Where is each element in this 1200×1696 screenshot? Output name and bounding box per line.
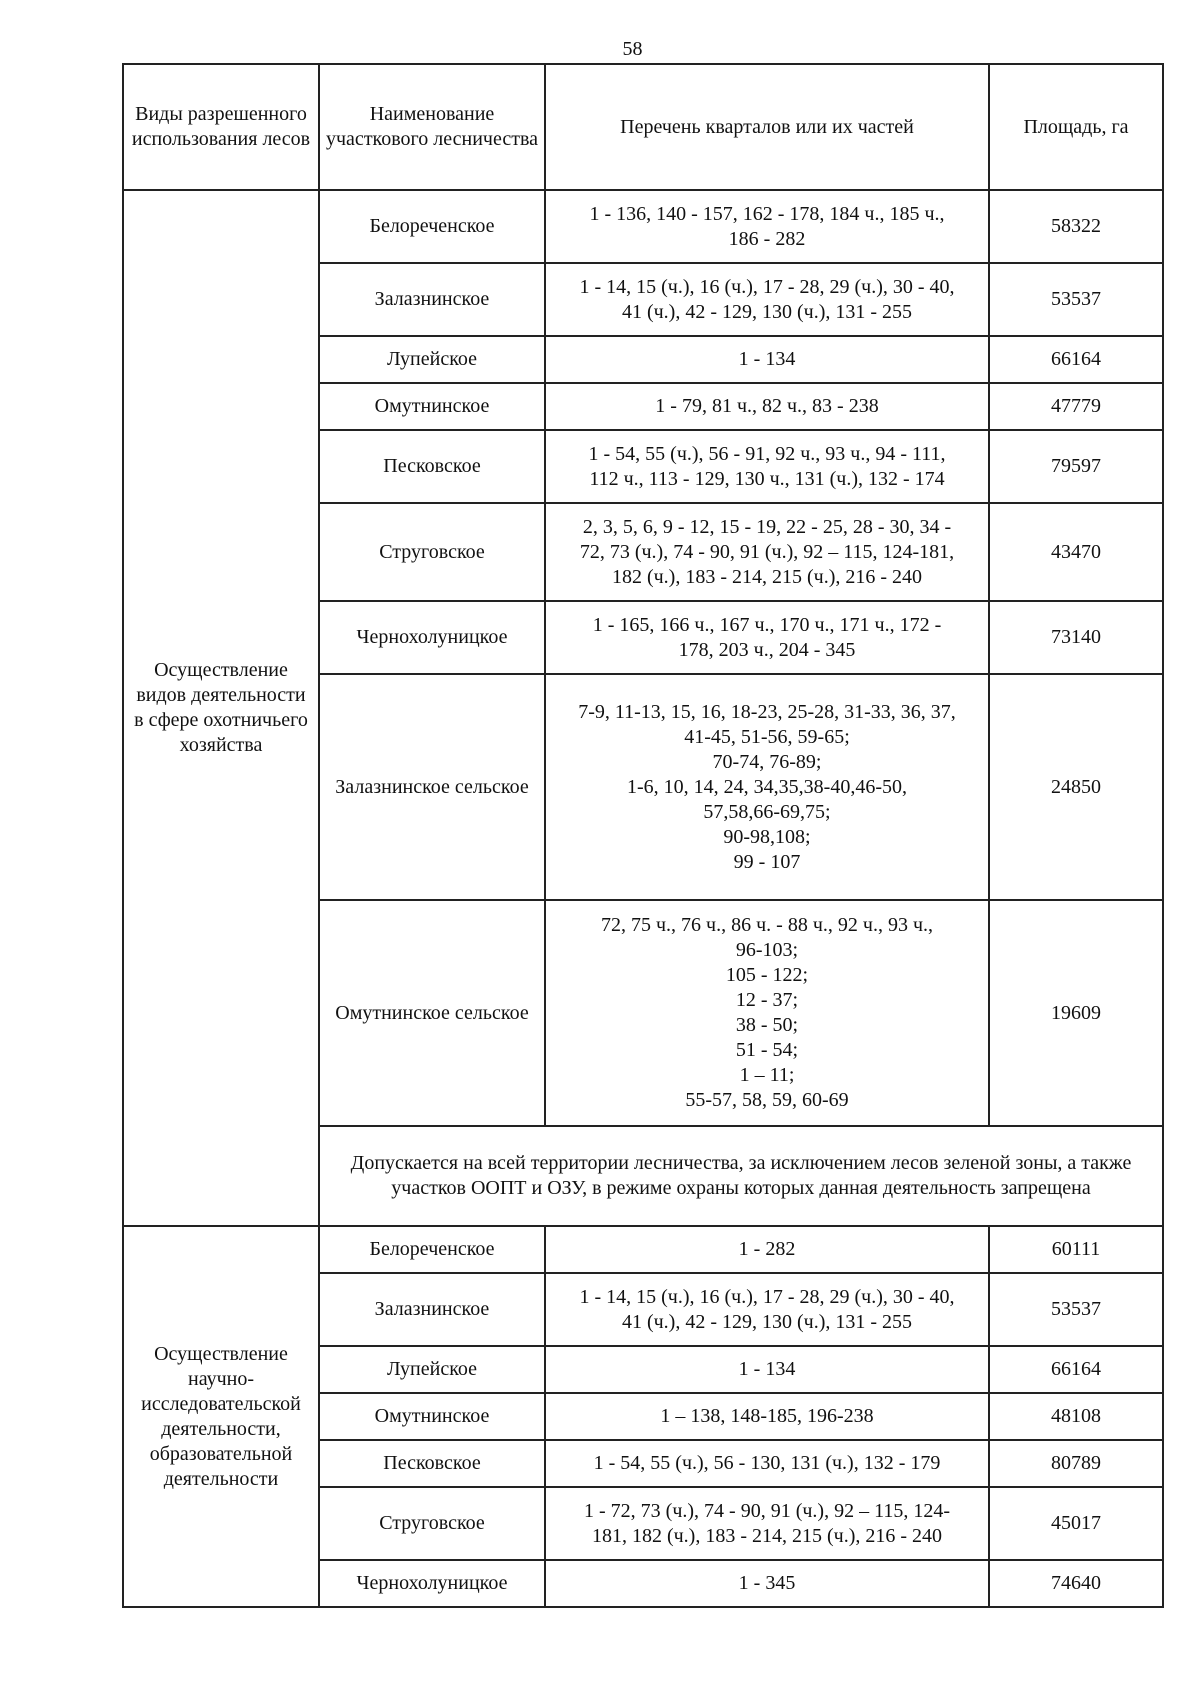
area-cell: 43470 [989,503,1163,601]
quarters-line: 1 - 165, 166 ч., 167 ч., 170 ч., 171 ч., 172 - [592,613,942,636]
area-cell: 60111 [989,1226,1163,1273]
quarters-line: 72, 75 ч., 76 ч., 86 ч. - 88 ч., 92 ч., 93 ч., [600,914,933,936]
forestry-cell: Залазнинское сельское [319,674,545,900]
quarters-line: 99 - 107 [733,850,801,873]
quarters-line: 38 - 50; [735,1014,799,1036]
forestry-cell: Лупейское [319,1346,545,1393]
quarters-line: 51 - 54; [735,1039,799,1061]
forestry-cell: Залазнинское [319,263,545,336]
quarters-line: 1 - 54, 55 (ч.), 56 - 91, 92 ч., 93 ч., 94 - 111, [588,442,946,465]
quarters-line: 41-45, 51-56, 59-65; [684,725,850,748]
area-cell: 66164 [989,336,1163,383]
quarters-line: 1 – 138, 148-185, 196-238 [660,1405,874,1427]
area-cell: 45017 [989,1487,1163,1560]
quarters-cell [545,430,989,503]
forestry-cell: Струговское [319,1487,545,1560]
forest-use-table [122,63,1164,1608]
quarters-cell [545,1560,989,1607]
forestry-cell: Чернохолуницкое [319,1560,545,1607]
quarters-line: 72, 73 (ч.), 74 - 90, 91 (ч.), 92 – 115, 124-181, [579,540,955,563]
quarters-line: 57,58,66-69,75; [703,800,831,823]
quarters-cell [545,263,989,336]
quarters-line: 1 - 134 [738,348,796,370]
forestry-cell: Песковское [319,430,545,503]
quarters-cell [545,336,989,383]
quarters-line: 1 – 11; [739,1064,795,1086]
quarters-line: 1-6, 10, 14, 24, 34,35,38-40,46-50, [627,775,907,798]
forestry-cell: Белореченское [319,190,545,263]
area-cell: 79597 [989,430,1163,503]
quarters-line: 41 (ч.), 42 - 129, 130 (ч.), 131 - 255 [621,300,913,323]
quarters-line: 55-57, 58, 59, 60-69 [685,1089,849,1111]
quarters-line: 41 (ч.), 42 - 129, 130 (ч.), 131 - 255 [621,1310,913,1333]
quarters-line: 1 - 136, 140 - 157, 162 - 178, 184 ч., 185 ч., [589,202,945,225]
forestry-cell: Чернохолуницкое [319,601,545,674]
header-area: Площадь, га [989,64,1163,190]
use-kind-cell: Осуществление научно-исследовательской деятельности, образовательной деятельности [123,1226,319,1607]
quarters-line: 7-9, 11-13, 15, 16, 18-23, 25-28, 31-33, 36, 37, [578,700,956,723]
forestry-cell: Залазнинское [319,1273,545,1346]
table-body [123,190,1163,1607]
area-cell: 53537 [989,1273,1163,1346]
quarters-cell [545,1273,989,1346]
quarters-line: 1 - 14, 15 (ч.), 16 (ч.), 17 - 28, 29 (ч.), 30 - 40, [579,275,955,298]
forestry-cell: Лупейское [319,336,545,383]
area-cell: 53537 [989,263,1163,336]
quarters-line: 70-74, 76-89; [712,750,822,773]
area-cell: 66164 [989,1346,1163,1393]
quarters-cell [545,1393,989,1440]
quarters-line: 1 - 345 [738,1572,796,1594]
quarters-line: 96-103; [735,939,799,961]
quarters-line: 1 - 72, 73 (ч.), 74 - 90, 91 (ч.), 92 – 115, 124- [584,1499,950,1522]
area-cell: 80789 [989,1440,1163,1487]
quarters-cell [545,674,989,900]
quarters-cell [545,900,989,1126]
note-cell: Допускается на всей территории лесничества, за исключением лесов зеленой зоны, а также участков ООПТ и ОЗУ, в режиме охраны которых данная деятельность запрещена [319,1126,1163,1226]
quarters-line: 181, 182 (ч.), 183 - 214, 215 (ч.), 216 - 240 [591,1524,943,1547]
quarters-cell [545,190,989,263]
area-cell: 48108 [989,1393,1163,1440]
quarters-cell [545,383,989,430]
area-cell: 47779 [989,383,1163,430]
page-number: 58 [622,38,643,60]
header-kind: Виды разрешенного использования лесов [123,64,319,190]
area-cell: 74640 [989,1560,1163,1607]
quarters-cell [545,1226,989,1273]
quarters-cell [545,1487,989,1560]
quarters-line: 105 - 122; [725,964,809,986]
area-cell: 58322 [989,190,1163,263]
area-cell: 19609 [989,900,1163,1126]
forestry-cell: Песковское [319,1440,545,1487]
header-row [123,64,1163,190]
quarters-line: 186 - 282 [728,227,806,250]
quarters-line: 178, 203 ч., 204 - 345 [678,638,856,661]
quarters-line: 1 - 282 [738,1238,796,1260]
quarters-line: 2, 3, 5, 6, 9 - 12, 15 - 19, 22 - 25, 28 - 30, 34 - [582,515,952,538]
quarters-cell [545,1346,989,1393]
forestry-cell: Омутнинское сельское [319,900,545,1126]
quarters-cell [545,1440,989,1487]
forestry-cell: Струговское [319,503,545,601]
quarters-line: 12 - 37; [735,989,799,1011]
forestry-cell: Омутнинское [319,1393,545,1440]
quarters-cell [545,601,989,674]
quarters-cell [545,503,989,601]
table-row [123,190,1163,263]
quarters-line: 182 (ч.), 183 - 214, 215 (ч.), 216 - 240 [611,565,923,588]
table-row [123,1226,1163,1273]
quarters-line: 90-98,108; [723,825,811,848]
forestry-cell: Белореченское [319,1226,545,1273]
use-kind-cell: Осуществление видов деятельности в сфере охотничьего хозяйства [123,190,319,1226]
quarters-line: 1 - 134 [738,1358,796,1380]
quarters-line: 1 - 79, 81 ч., 82 ч., 83 - 238 [655,395,879,417]
quarters-line: 1 - 54, 55 (ч.), 56 - 130, 131 (ч.), 132 - 179 [593,1452,941,1474]
header-quarters: Перечень кварталов или их частей [545,64,989,190]
quarters-line: 1 - 14, 15 (ч.), 16 (ч.), 17 - 28, 29 (ч.), 30 - 40, [579,1285,955,1308]
header-forestry: Наименование участкового лесничества [319,64,545,190]
forestry-cell: Омутнинское [319,383,545,430]
area-cell: 24850 [989,674,1163,900]
area-cell: 73140 [989,601,1163,674]
quarters-line: 112 ч., 113 - 129, 130 ч., 131 (ч.), 132 - 174 [589,467,945,490]
